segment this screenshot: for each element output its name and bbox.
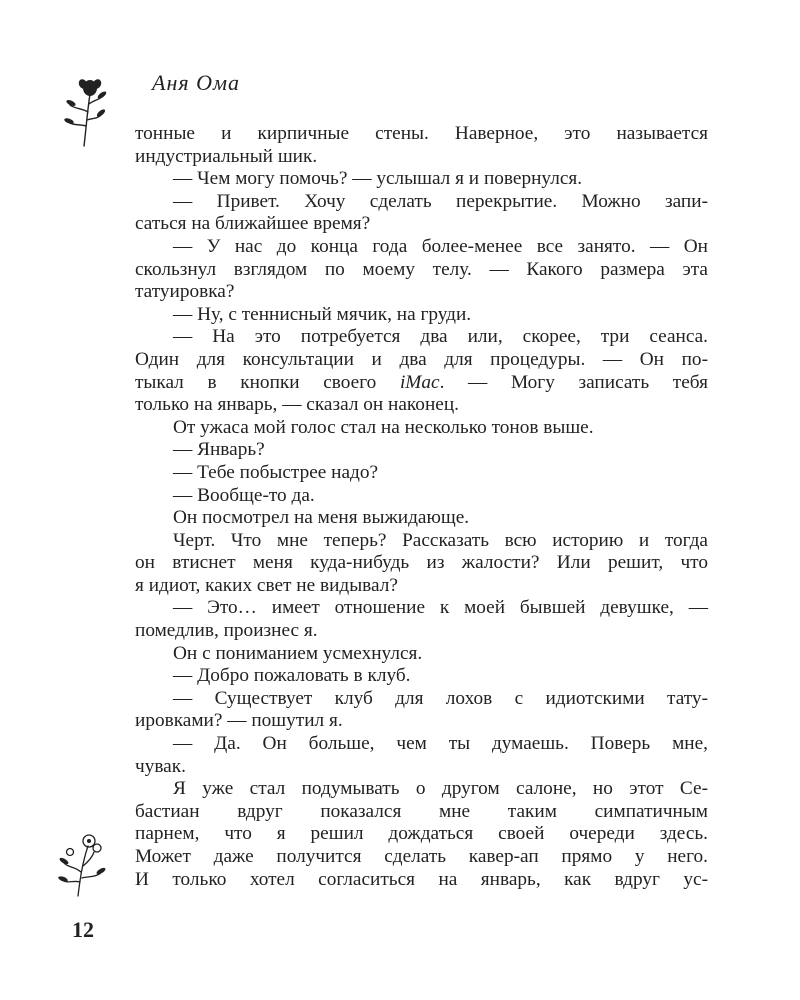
text-line: ировками? — пошутил я. [135,710,343,732]
flower-sprig-icon [62,72,108,148]
text-fragment: . — Могу записать тебя [439,371,708,393]
text-line: тонные и кирпичные стены. Наверное, это называется [135,123,708,144]
text-fragment-italic: iMac [399,371,440,393]
running-header-author: Аня Ома [152,70,241,95]
text-line: Он посмотрел на меня выжидающе. [173,507,470,529]
text-line: — Вообще-то да. [173,484,315,506]
text-line: Один для консультации и два для процедуры. — Он по- [135,348,708,370]
text-line: Я уже стал подумывать о другом салоне, но этот Се- [173,778,708,800]
text-line: парнем, что я решил дождаться своей очереди здесь. [135,823,708,845]
text-line: — Да. Он больше, чем ты думаешь. Поверь мне, [173,733,708,755]
text-line: чувак. [135,755,186,777]
text-line: И только хотел согласиться на январь, как вдруг ус- [135,868,708,890]
page-number: 12 [72,917,94,942]
text-line: — Ну, с теннисный мячик, на груди. [173,303,472,325]
text-line: только на январь, — сказал он наконец. [135,394,459,416]
text-line: — Добро пожаловать в клуб. [173,665,411,687]
text-line: — Тебе побыстрее надо? [173,461,379,483]
text-line: индустриальный шик. [135,145,318,167]
text-line: скользнул взглядом по моему телу. — Какого размера эта [135,258,708,280]
text-line: я идиот, каких свет не видывал? [135,574,398,596]
text-line: Он с пониманием усмехнулся. [173,642,423,664]
body-text [135,123,708,891]
text-line: — Январь? [173,439,265,461]
text-line: — Привет. Хочу сделать перекрытие. Можно запи- [173,190,708,212]
text-line: помедлив, произнес я. [135,620,318,642]
text-line: Черт. Что мне теперь? Рассказать всю историю и тогда [173,529,708,551]
text-line: саться на ближайшее время? [135,213,371,235]
flower-sprig-icon [58,828,108,898]
text-line [135,372,708,395]
text-line: — У нас до конца года более-менее все занято. — Он [173,235,708,257]
text-line: — Чем могу помочь? — услышал я и повернулся. [173,168,583,190]
text-line: — Существует клуб для лохов с идиотскими тату- [173,687,708,709]
text-fragment: тыкал в кнопки своего [135,371,400,393]
text-line: — Это… имеет отношение к моей бывшей девушке, — [173,597,708,619]
text-line: Может даже получится сделать кавер-ап прямо у него. [135,846,708,867]
text-line: татуировка? [135,281,235,303]
text-line: бастиан вдруг показался мне таким симпатичным [135,800,708,822]
text-line: От ужаса мой голос стал на несколько тонов выше. [173,416,594,438]
text-line: он втиснет меня куда-нибудь из жалости? Или решит, что [135,552,708,574]
text-line: — На это потребуется два или, скорее, три сеанса. [173,326,708,348]
